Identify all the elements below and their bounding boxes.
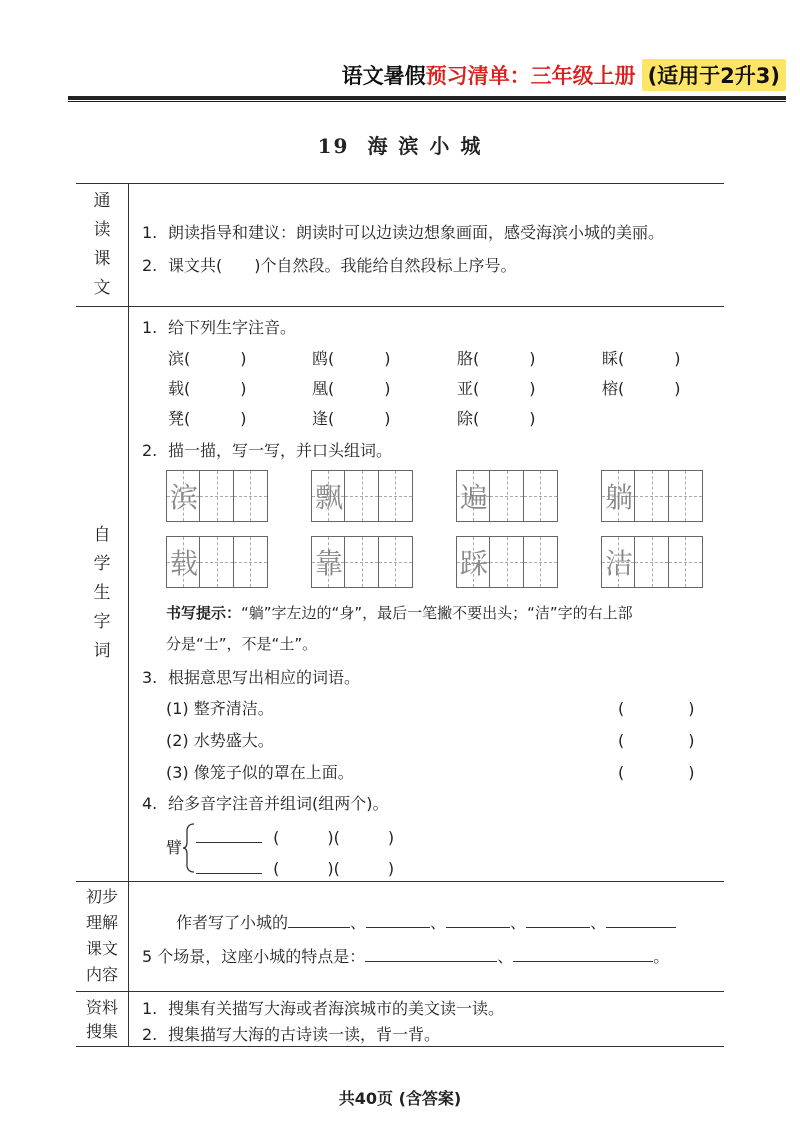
section-label-research: 资料 搜集 (85, 997, 118, 1041)
writing-grid[interactable] (166, 470, 268, 522)
section-label-understand: 初步 理解 课文 内容 (85, 887, 118, 984)
lesson-number: 19 (317, 134, 350, 158)
header-rule (68, 96, 786, 100)
read-item-1: 1. 朗读指导和建议：朗读时可以边读边想象画面，感受海滨小城的美丽。 (142, 223, 665, 242)
page-header (342, 58, 786, 92)
pinyin-item[interactable]: 榕( ) (602, 379, 681, 398)
pinyin-item[interactable]: 凳( ) (168, 409, 247, 428)
research-item-2: 2. 搜集描写大海的古诗读一读，背一背。 (142, 1025, 441, 1044)
q3-answer-blank[interactable]: ( ) (618, 731, 695, 750)
vocab-q1: 1. 给下列生字注音。 (142, 318, 297, 337)
vocab-q3: 3. 根据意思写出相应的词语。 (142, 668, 361, 687)
writing-tip: 书写提示：“躺”字左边的“身”，最后一笔撇不要出头；“洁”字的右上部 (166, 604, 633, 622)
writing-grid[interactable] (311, 536, 413, 588)
trace-char: 洁 (604, 547, 633, 580)
trace-char: 踩 (459, 547, 488, 580)
lesson-name: 海 滨 小 城 (367, 134, 483, 158)
vocab-q4: 4. 给多音字注音并组词(组两个)。 (142, 794, 389, 813)
trace-char: 遍 (459, 481, 488, 514)
trace-char: 飘 (314, 481, 343, 514)
row-divider (76, 306, 724, 307)
worksheet-table (76, 183, 724, 1047)
lesson-title (0, 130, 800, 159)
row-divider (76, 991, 724, 992)
pinyin-item[interactable]: 鸥( ) (312, 349, 391, 368)
polyphone-row-2[interactable]: ( )( ) (196, 856, 394, 879)
pinyin-item[interactable]: 睬( ) (602, 349, 681, 368)
q3-answer-blank[interactable]: ( ) (618, 699, 695, 718)
writing-grid[interactable] (601, 536, 703, 588)
writing-tip-cont: 分是“士”，不是“土”。 (166, 635, 318, 653)
understand-line-1[interactable]: 作者写了小城的 、 、 、 、 (176, 910, 676, 933)
q3-item: (1) 整齐清洁。 (166, 699, 274, 718)
header-grade-badge: (适用于2升3) (642, 59, 786, 91)
pinyin-item[interactable]: 除( ) (457, 409, 536, 428)
pinyin-item[interactable]: 载( ) (168, 379, 247, 398)
understand-line-2[interactable]: 5 个场景，这座小城的特点是： 、 。 (142, 947, 670, 966)
q3-item: (3) 像笼子似的罩在上面。 (166, 763, 354, 782)
vocab-q2: 2. 描一描，写一写，并口头组词。 (142, 441, 393, 460)
trace-char: 躺 (604, 481, 633, 514)
pinyin-item[interactable]: 滨( ) (168, 349, 247, 368)
writing-grid[interactable] (456, 536, 558, 588)
row-divider (76, 881, 724, 882)
polyphone-char: 臂 (166, 838, 183, 857)
header-title-part1: 语文暑假 (341, 64, 426, 88)
brace-icon (182, 822, 196, 874)
read-item-2: 2. 课文共( )个自然段。我能给自然段标上序号。 (142, 256, 517, 275)
header-title-part2: 预习清单：三年级上册 (425, 64, 636, 88)
q3-answer-blank[interactable]: ( ) (618, 763, 695, 782)
trace-char: 靠 (314, 547, 343, 580)
writing-grid[interactable] (456, 470, 558, 522)
page-footer: 共40页 (含答案) (338, 1089, 462, 1108)
pinyin-item[interactable]: 胳( ) (457, 349, 536, 368)
section-label-vocab: 自 学 生 字 词 (93, 525, 111, 661)
pinyin-item[interactable]: 逢( ) (312, 409, 391, 428)
writing-grid[interactable] (166, 536, 268, 588)
trace-char: 滨 (169, 481, 198, 514)
writing-grid[interactable] (311, 470, 413, 522)
polyphone-row-1[interactable]: ( )( ) (196, 825, 394, 848)
q3-item: (2) 水势盛大。 (166, 731, 274, 750)
header-rule-thin (68, 101, 786, 102)
label-divider (128, 184, 129, 1046)
research-item-1: 1. 搜集有关描写大海或者海滨城市的美文读一读。 (142, 999, 505, 1018)
pinyin-item[interactable]: 亚( ) (457, 379, 536, 398)
writing-grid[interactable] (601, 470, 703, 522)
trace-char: 载 (169, 547, 198, 580)
section-label-read: 通 读 课 文 (93, 191, 111, 298)
pinyin-item[interactable]: 凰( ) (312, 379, 391, 398)
